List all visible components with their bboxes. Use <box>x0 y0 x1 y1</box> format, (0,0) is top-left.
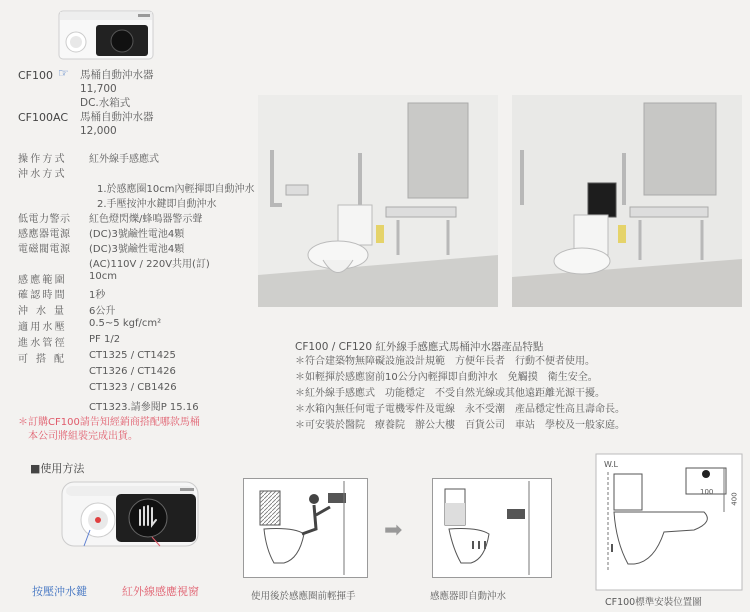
order-note-line1: ＊訂購CF100請告知經銷商搭配哪款馬桶 <box>18 417 200 428</box>
feature-item: ＊可安裝於醫院 療養院 辦公大樓 百貨公司 車站 學校及一般家庭。 <box>295 420 625 431</box>
cf100-note: DC.水箱式 <box>80 97 131 109</box>
ir-window-label: 紅外線感應視窗 <box>122 585 199 598</box>
spec-label: 電磁閥電源 <box>18 244 71 255</box>
step2-caption: 感應器即自動沖水 <box>430 591 507 602</box>
spec-value: 2.手壓按沖水鍵即自動沖水 <box>97 199 217 210</box>
cf100-price: 11,700 <box>80 83 117 95</box>
features-title: CF100 / CF120 紅外線手感應式馬桶沖水器產品特點 <box>295 341 544 353</box>
feature-item: ＊紅外線手感應式 功能穩定 不受自然光線或其他遠距離光源干擾。 <box>295 388 605 399</box>
spec-label: 操作方式 <box>18 154 67 165</box>
cf100ac-model: CF100AC <box>18 111 69 124</box>
cf100ac-price: 12,000 <box>80 125 117 137</box>
spec-value: CT1326 / CT1426 <box>89 366 176 377</box>
arrow-right-icon: ➡ <box>384 518 403 543</box>
spec-label: 適用水壓 <box>18 322 67 333</box>
spec-value: 紅色燈閃爍/蜂鳴器警示聲 <box>89 214 203 225</box>
spec-value: 6公升 <box>89 306 116 317</box>
spec-label: 進水管徑 <box>18 338 67 349</box>
spec-value: 紅外線手感應式 <box>89 154 159 165</box>
spec-label: 確認時間 <box>18 290 67 301</box>
spec-value: CT1323.請參閱P 15.16 <box>89 402 199 413</box>
spec-label: 沖水方式 <box>18 169 67 180</box>
spec-value: PF 1/2 <box>89 334 121 345</box>
spec-value: CT1323 / CB1426 <box>89 382 177 393</box>
bathroom-photo-left <box>258 95 498 307</box>
device-closeup <box>60 480 200 550</box>
step1-caption: 使用後於感應圈前輕揮手 <box>251 591 356 602</box>
spec-label: 感應器電源 <box>18 229 71 240</box>
spec-value: CT1325 / CT1425 <box>89 350 176 361</box>
cf100ac-name: 馬桶自動沖水器 <box>80 111 154 123</box>
wl-label: W.L <box>604 460 618 469</box>
hand-wave-icon: ☞ <box>58 66 69 80</box>
spec-value: 0.5~5 kgf/cm² <box>89 318 162 329</box>
usage-title: ■使用方法 <box>30 462 85 475</box>
spec-value: 1.於感應圈10cm內輕揮即自動沖水 <box>97 184 255 195</box>
cf100-model: CF100 <box>18 69 54 82</box>
dimension-400: 400 <box>730 492 739 506</box>
spec-label: 低電力警示 <box>18 214 71 225</box>
feature-item: ＊水箱內無任何電子電機零件及電線 永不受潮 產品穩定性高且壽命長。 <box>295 404 625 415</box>
spec-value: (DC)3號鹼性電池4顆 <box>89 229 185 240</box>
step1-diagram <box>243 478 368 578</box>
product-image <box>58 10 154 60</box>
install-caption: CF100標準安裝位置圖 <box>605 597 702 608</box>
spec-label: 沖水量 <box>18 306 72 317</box>
spec-value: 10cm <box>89 271 117 282</box>
spec-value: 1秒 <box>89 290 106 301</box>
spec-label: 感應範圍 <box>18 275 67 286</box>
bathroom-photo-right <box>512 95 742 307</box>
cf100-name: 馬桶自動沖水器 <box>80 69 154 81</box>
spec-value: (DC)3號鹼性電池4顆 <box>89 244 185 255</box>
order-note-line2: 本公司將組裝完成出貨。 <box>28 431 138 442</box>
spec-value: (AC)110V / 220V共用(訂) <box>89 259 210 270</box>
feature-item: ＊符合建築物無障礙設施設計規範 方便年長者 行動不便者使用。 <box>295 356 595 367</box>
dimension-100: 100 <box>700 488 714 496</box>
spec-label: 可搭配 <box>18 354 72 365</box>
flush-key-label: 按壓沖水鍵 <box>32 585 87 598</box>
step2-diagram <box>432 478 552 578</box>
installation-diagram <box>594 452 744 592</box>
feature-item: ＊如輕揮於感應窗前10公分內輕揮即自動沖水 免觸摸 衛生安全。 <box>295 372 598 383</box>
